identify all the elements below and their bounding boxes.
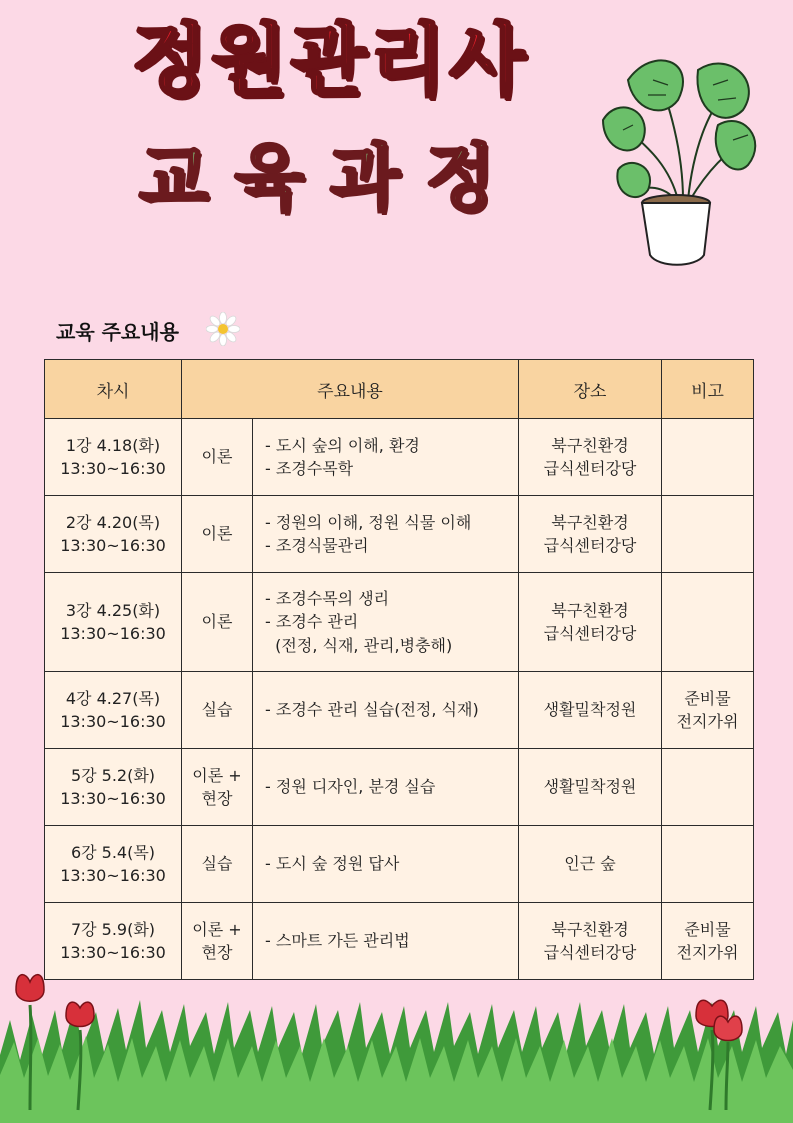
session-cell: 6강 5.4(목) 13:30~16:30 bbox=[45, 826, 182, 903]
session-cell: 7강 5.9(화) 13:30~16:30 bbox=[45, 903, 182, 980]
session-cell: 3강 4.25(화) 13:30~16:30 bbox=[45, 573, 182, 672]
note-cell bbox=[662, 496, 754, 573]
session-cell: 2강 4.20(목) 13:30~16:30 bbox=[45, 496, 182, 573]
type-cell: 실습 bbox=[182, 826, 253, 903]
content-cell: - 정원의 이해, 정원 식물 이해 - 조경식물관리 bbox=[253, 496, 519, 573]
content-cell: - 조경수목의 생리 - 조경수 관리 (전정, 식재, 관리,병충해) bbox=[253, 573, 519, 672]
note-cell: 준비물 전지가위 bbox=[662, 672, 754, 749]
note-cell bbox=[662, 749, 754, 826]
place-cell: 생활밀착정원 bbox=[519, 672, 662, 749]
place-cell: 북구친환경 급식센터강당 bbox=[519, 419, 662, 496]
place-cell: 인근 숲 bbox=[519, 826, 662, 903]
table-header-row bbox=[45, 360, 754, 419]
content-cell: - 조경수 관리 실습(전정, 식재) bbox=[253, 672, 519, 749]
note-cell bbox=[662, 573, 754, 672]
place-cell: 생활밀착정원 bbox=[519, 749, 662, 826]
content-cell: - 정원 디자인, 분경 실습 bbox=[253, 749, 519, 826]
note-cell bbox=[662, 419, 754, 496]
daisy-icon bbox=[206, 312, 240, 346]
type-cell: 이론 bbox=[182, 419, 253, 496]
content-cell: - 도시 숲의 이해, 환경 - 조경수목학 bbox=[253, 419, 519, 496]
type-cell: 실습 bbox=[182, 672, 253, 749]
title-line-2: 교육과정 bbox=[138, 136, 522, 220]
table-row bbox=[45, 419, 754, 496]
note-cell bbox=[662, 826, 754, 903]
table-row bbox=[45, 672, 754, 749]
section-heading: 교육 주요내용 bbox=[56, 320, 179, 344]
place-cell: 북구친환경 급식센터강당 bbox=[519, 573, 662, 672]
session-cell: 4강 4.27(목) 13:30~16:30 bbox=[45, 672, 182, 749]
table-row bbox=[45, 573, 754, 672]
potted-plant-icon bbox=[598, 40, 768, 270]
type-cell: 이론 bbox=[182, 573, 253, 672]
header-content: 주요내용 bbox=[182, 360, 519, 419]
table-row bbox=[45, 826, 754, 903]
content-cell: - 스마트 가든 관리법 bbox=[253, 903, 519, 980]
header-place: 장소 bbox=[519, 360, 662, 419]
place-cell: 북구친환경 급식센터강당 bbox=[519, 496, 662, 573]
header-session: 차시 bbox=[45, 360, 182, 419]
curriculum-table bbox=[44, 359, 754, 980]
note-cell: 준비물 전지가위 bbox=[662, 903, 754, 980]
title-line-1: 정원관리사 bbox=[131, 16, 529, 106]
session-cell: 1강 4.18(화) 13:30~16:30 bbox=[45, 419, 182, 496]
table-row bbox=[45, 496, 754, 573]
header-note: 비고 bbox=[662, 360, 754, 419]
content-cell: - 도시 숲 정원 답사 bbox=[253, 826, 519, 903]
type-cell: 이론 bbox=[182, 496, 253, 573]
type-cell: 이론 + 현장 bbox=[182, 903, 253, 980]
session-cell: 5강 5.2(화) 13:30~16:30 bbox=[45, 749, 182, 826]
type-cell: 이론 + 현장 bbox=[182, 749, 253, 826]
grass-decoration bbox=[0, 960, 793, 1123]
table-row bbox=[45, 749, 754, 826]
place-cell: 북구친환경 급식센터강당 bbox=[519, 903, 662, 980]
